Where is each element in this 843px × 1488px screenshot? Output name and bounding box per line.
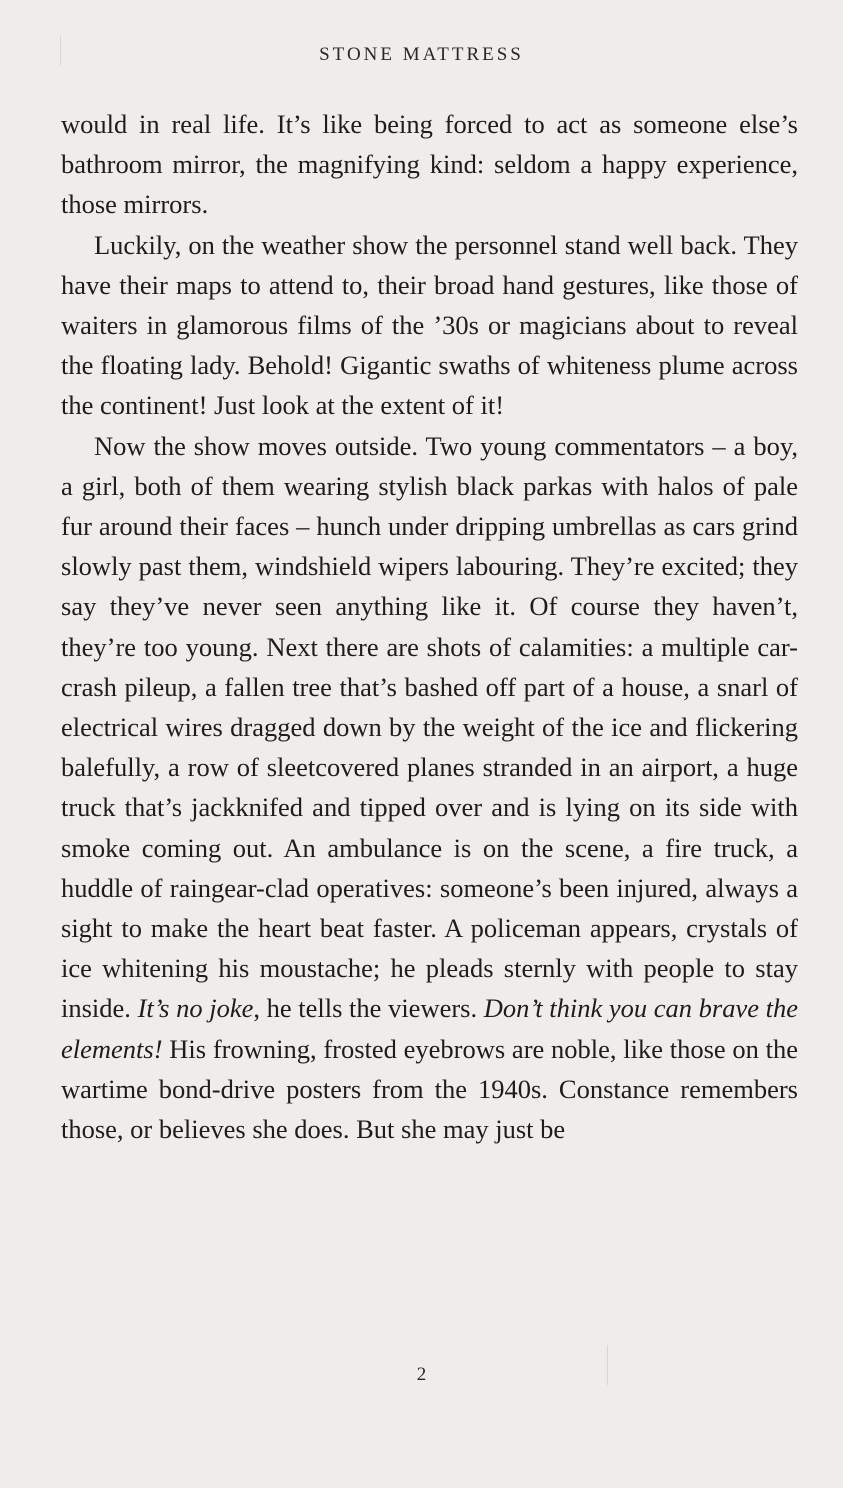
paragraph-2: Luckily, on the weather show the personnel stand well back. They have their maps to attend to, their broad hand gestures, like those of waiters in glamorous films of the ’30s or magicians about to reveal the floating lady. Behold! Gigantic swaths of whiteness plume across the continent! Just look at the extent of it!: [61, 229, 798, 421]
paragraph-3: [61, 426, 798, 1150]
paragraph-3-text: His frowning, frosted eyebrows are noble, like those on the wartime bond-drive posters from the 1940s. Constance remembers those, or believes she does. But she may just be: [61, 1033, 798, 1145]
running-head: STONE MATTRESS: [319, 44, 524, 65]
italic-phrase: Don’t think you can brave the elements!: [61, 993, 798, 1064]
paragraph-3-text: Now the show moves outside. Two young commentators – a boy, a girl, both of them wearing stylish black parkas with halos of pale fur around their faces – hunch under dripping umbrellas as cars grind slowly past them, windshield wipers labouring. They’re excited; they say they’ve never seen anything like it. Of course they haven’t, they’re too young. Next there are shots of calamities: a multiple car-crash pileup, a fallen tree that’s bashed off part of a house, a snarl of electrical wires dragged down by the weight of the ice and flickering balefully, a row of sleetcovered planes stranded in an airport, a huge truck that’s jackknifed and tipped over and is lying on its side with smoke coming out. An ambulance is on the scene, a fire truck, a huddle of raingear-clad operatives: someone’s been injured, always a sight to make the heart beat faster. A policeman appears, crystals of ice whitening his moustache; he pleads sternly with people to stay inside.: [61, 430, 798, 1024]
paragraph-3-text: , he tells the viewers.: [253, 993, 484, 1024]
page-number: 2: [416, 1364, 427, 1385]
body-text: [61, 104, 798, 1149]
italic-phrase: It’s no joke: [137, 993, 254, 1024]
paragraph-1: would in real life. It’s like being forced to act as someone else’s bathroom mirror, the magnifying kind: seldom a happy experience, those mirrors.: [61, 109, 798, 220]
